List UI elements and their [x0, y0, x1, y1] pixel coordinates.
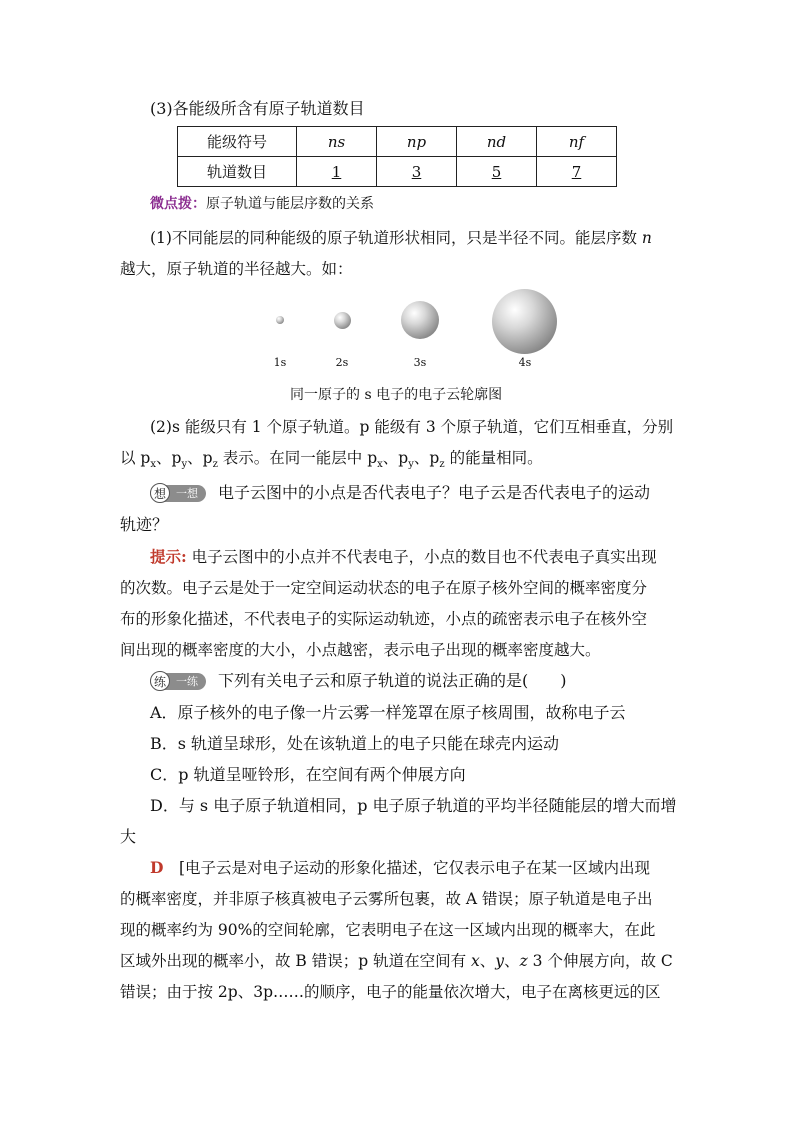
para2-line2: 以 $p_x$、$p_y$、$p_z$ 表示。在同一能层中 $p_x$、$p_y$、$p_z$ 的能量相同。	[120, 449, 543, 471]
para2-text: 以 p	[120, 449, 151, 467]
para2-text: 表示。在同一能层中 p	[222, 449, 378, 467]
think-line1	[150, 480, 650, 503]
orbital-label: 3s	[413, 356, 427, 369]
think-line2: 轨迹？	[120, 515, 169, 534]
section-heading: (3)各能级所含有原子轨道数目	[150, 99, 365, 118]
para1-text: (1)不同能层的同种能级的原子轨道形状相同，只是半径不同。能层序数	[150, 229, 637, 247]
hint-label: 提示:	[150, 547, 187, 566]
hint-line4: 间出现的概率密度的大小，小点越密，表示电子出现的概率密度越大。	[120, 641, 601, 659]
orbital-label: 4s	[518, 356, 532, 369]
para1-line1	[150, 226, 652, 248]
hint-line2: 的次数。电子云是处于一定空间运动状态的电子在原子核外空间的概率密度分	[120, 579, 648, 597]
sep: 、	[382, 449, 399, 467]
table-header-cell: nd	[457, 127, 537, 157]
practice-badge-icon: 练	[150, 671, 170, 691]
table-row	[178, 157, 617, 187]
axis-y: y	[495, 952, 505, 970]
practice-badge-text: 一练	[176, 675, 198, 688]
para2-text: 的能量相同。	[449, 449, 543, 467]
option-d: D．与 s 电子原子轨道相同，p 电子原子轨道的平均半径随能层的增大而增	[150, 796, 677, 815]
answer-line2: 的概率密度，并非原子核真被电子云雾所包裹，故 A 错误；原子轨道是电子出	[120, 890, 653, 908]
answer-line4: 区域外出现的概率小，故 B 错误；p 轨道在空间有 x、y、z 3 个伸展方向，故 C	[120, 952, 673, 970]
orbital-label: 1s	[273, 356, 287, 369]
table-cell: 5	[491, 162, 502, 181]
table-cell: 3	[411, 162, 422, 181]
option-a: A．原子核外的电子像一片云雾一样笼罩在原子核周围，故称电子云	[150, 703, 626, 722]
orbital-count-table	[177, 126, 617, 187]
para1-n: n	[641, 229, 652, 247]
table-cell: 1	[331, 162, 342, 181]
axis-x: x	[471, 952, 480, 970]
sep: 、	[413, 449, 430, 467]
think-text: 电子云图中的小点是否代表电子？电子云是否代表电子的运动	[218, 483, 651, 502]
table-header-cell: nf	[537, 127, 617, 157]
answer-letter: D	[150, 858, 164, 877]
sub-z: z	[212, 459, 218, 471]
practice-question-text: 下列有关电子云和原子轨道的说法正确的是( )	[218, 671, 567, 690]
hint-text: 电子云图中的小点并不代表电子，小点的数目也不代表电子真实出现	[186, 548, 657, 566]
table-header-row	[178, 127, 617, 157]
table-header-cell: ns	[297, 127, 377, 157]
option-b: B．s 轨道呈球形，处在该轨道上的电子只能在球壳内运动	[150, 734, 560, 753]
option-c: C．p 轨道呈哑铃形，在空间有两个伸展方向	[150, 765, 466, 784]
answer-line5: 错误；由于按 2p、3p……的顺序，电子的能量依次增大，电子在离核更远的区	[120, 983, 661, 1001]
sub-x: x	[150, 459, 156, 471]
hint-line1	[150, 545, 657, 567]
para2-line1: (2)s 能级只有 1 个原子轨道。p 能级有 3 个原子轨道，它们互相垂直，分别	[150, 418, 674, 436]
figure-caption: 同一原子的 s 电子的电子云轮廓图	[290, 387, 503, 403]
orbital-3s	[401, 301, 439, 339]
sub-x: x	[377, 459, 383, 471]
answer-text: [电子云是对电子运动的形象化描述，它仅表示电子在某一区域内出现	[163, 859, 651, 877]
answer-text: 区域外出现的概率小，故 B 错误；p 轨道在空间有	[120, 952, 472, 970]
table-header-cell: 能级符号	[178, 127, 297, 157]
tip-label: 微点拨：	[150, 196, 206, 212]
para1-line2: 越大，原子轨道的半径越大。如：	[120, 260, 353, 278]
answer-line3: 现的概率约为 90%的空间轮廓，它表明电子在这一区域内出现的概率大，在此	[120, 921, 656, 939]
orbital-4s	[492, 289, 557, 354]
table-row-label: 轨道数目	[178, 157, 297, 187]
tip-line	[150, 193, 374, 213]
orbital-2s	[334, 312, 351, 329]
sub-y: y	[408, 459, 414, 471]
option-d-cont: 大	[120, 827, 137, 846]
orbital-1s	[276, 316, 284, 324]
sub-z: z	[439, 459, 445, 471]
table-header-cell: np	[377, 127, 457, 157]
axis-z: z	[519, 952, 528, 970]
orbital-label: 2s	[335, 356, 349, 369]
tip-text: 原子轨道与能层序数的关系	[206, 196, 374, 212]
sep: 、	[156, 449, 172, 467]
table-cell: 7	[571, 162, 582, 181]
answer-line1	[150, 856, 650, 878]
sep: 、	[187, 449, 203, 467]
think-badge-text: 一想	[176, 487, 198, 500]
hint-line3: 布的形象化描述，不代表电子的实际运动轨迹，小点的疏密表示电子在核外空	[120, 610, 648, 628]
answer-text: 3 个伸展方向，故 C	[527, 952, 673, 970]
think-badge	[150, 485, 206, 502]
practice-badge	[150, 673, 206, 690]
think-badge-icon: 想	[150, 483, 170, 503]
sub-y: y	[181, 459, 188, 471]
practice-question	[150, 668, 567, 691]
